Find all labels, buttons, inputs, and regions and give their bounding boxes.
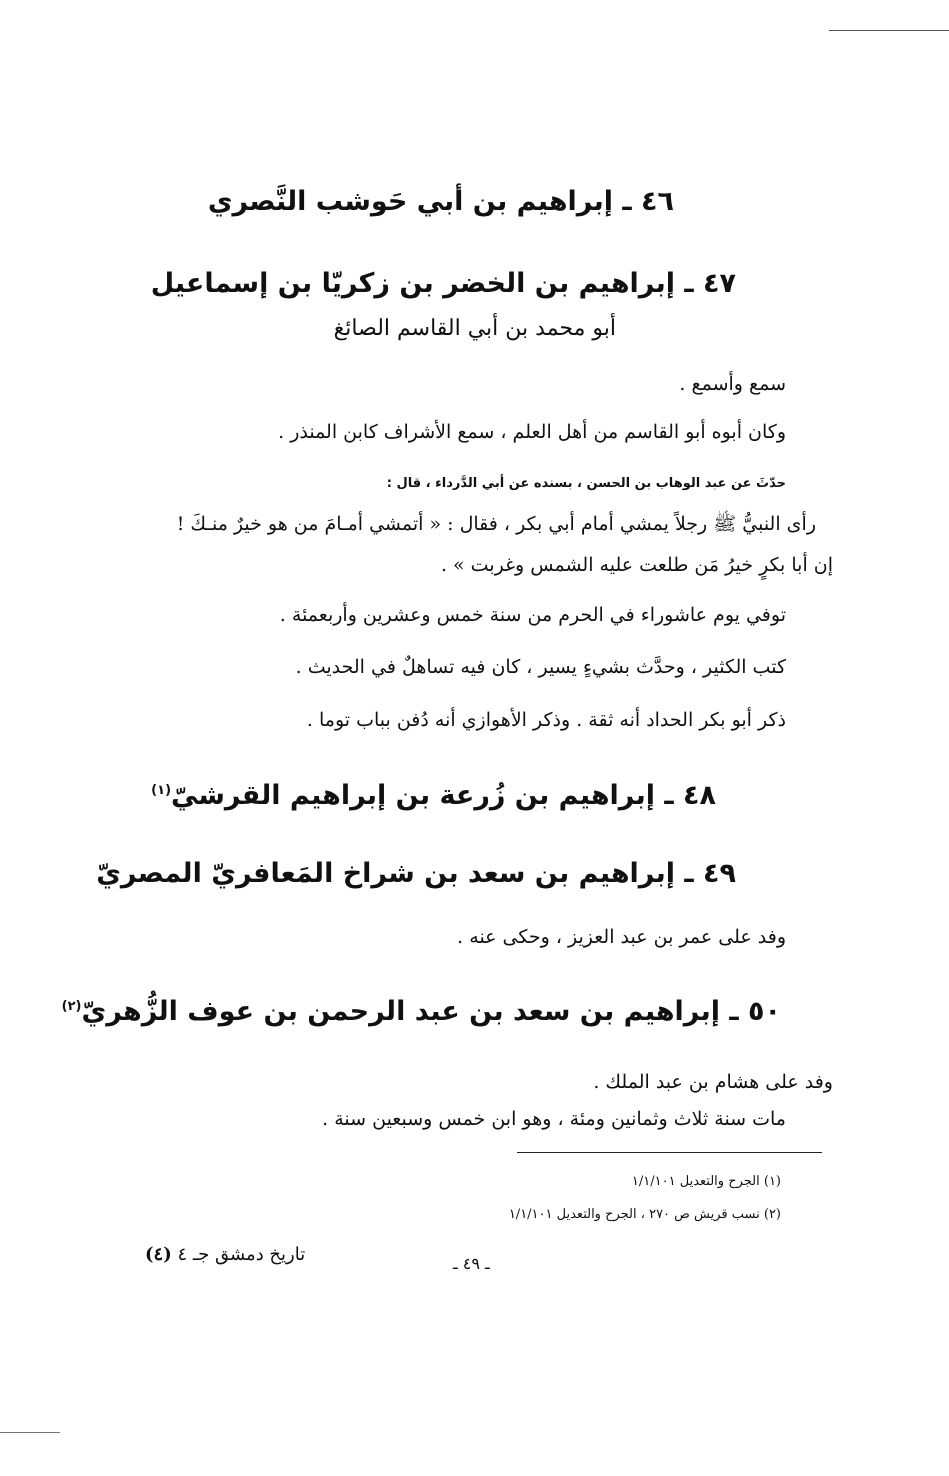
footnote-ref-1: (١) — [151, 783, 172, 798]
book-title: تاريخ دمشق جـ ٤ — [177, 1244, 306, 1265]
book-footer — [145, 1244, 305, 1265]
entry-47-hadith-2: إن أبا بكرٍ خيرُ مَن طلعت عليه الشمس وغربت » . — [440, 554, 833, 576]
entry-50-heading — [62, 998, 781, 1025]
volume-mark: (٤) — [145, 1244, 172, 1265]
entry-47-line-1: سمع وأسمع . — [679, 373, 786, 395]
footnote-1: (١) الجرح والتعديل ١/١/١٠١ — [631, 1174, 781, 1189]
page-number: ـ ٤٩ ـ — [453, 1254, 490, 1273]
entry-50-line-1: وفد على هشام بن عبد الملك . — [593, 1071, 833, 1093]
entry-48-heading-text: ٤٨ ـ إبراهيم بن زُرعة بن إبراهيم القرشيّ — [171, 780, 716, 811]
entry-47-line-death: توفي يوم عاشوراء في الحرم من سنة خمس وعشرين وأربعمئة . — [279, 604, 786, 626]
bottom-rule — [0, 1432, 60, 1433]
entry-50-heading-text: ٥٠ ـ إبراهيم بن سعد بن عبد الرحمن بن عوف الزُّهريّ — [81, 996, 781, 1027]
entry-47-line-writing: كتب الكثير ، وحدَّث بشيءٍ يسير ، كان فيه تساهلٌ في الحديث . — [295, 656, 786, 678]
entry-50-line-2: مات سنة ثلاث وثمانين ومئة ، وهو ابن خمس وسبعين سنة . — [322, 1108, 786, 1130]
entry-49-line-1: وفد على عمر بن عبد العزيز ، وحكى عنه . — [457, 926, 786, 948]
entry-46-heading: ٤٦ ـ إبراهيم بن أبي حَوشب النَّصري — [207, 186, 674, 217]
entry-49-heading: ٤٩ ـ إبراهيم بن سعد بن شراخ المَعافريّ المصريّ — [96, 858, 736, 889]
entry-47-isnad: حدّثَ عن عبد الوهاب بن الحسن ، بسنده عن أبي الدَّرداء ، قال : — [386, 476, 786, 491]
entry-48-heading — [151, 782, 716, 809]
footnote-ref-2: (٢) — [61, 999, 82, 1014]
footnote-2: (٢) نسب قريش ص ٢٧٠ ، الجرح والتعديل ١/١/١٠١ — [508, 1207, 781, 1222]
entry-47-hadith-1: رأى النبيُّ ﷺ رجلاً يمشي أمام أبي بكر ، فقال : « أتمشي أمـامَ من هو خيرٌ منـكَ ! — [176, 513, 816, 535]
entry-47-kunya: أبو محمد بن أبي القاسم الصائغ — [333, 316, 616, 341]
footnote-rule — [517, 1152, 822, 1153]
entry-47-heading: ٤٧ ـ إبراهيم بن الخضر بن زكريّا بن إسماعيل — [150, 268, 736, 299]
top-rule — [829, 30, 949, 31]
entry-47-line-2: وكان أبوه أبو القاسم من أهل العلم ، سمع الأشراف كابن المنذر . — [278, 421, 786, 443]
entry-47-line-burial: ذكر أبو بكر الحداد أنه ثقة . وذكر الأهوازي أنه دُفن بباب توما . — [306, 709, 786, 731]
